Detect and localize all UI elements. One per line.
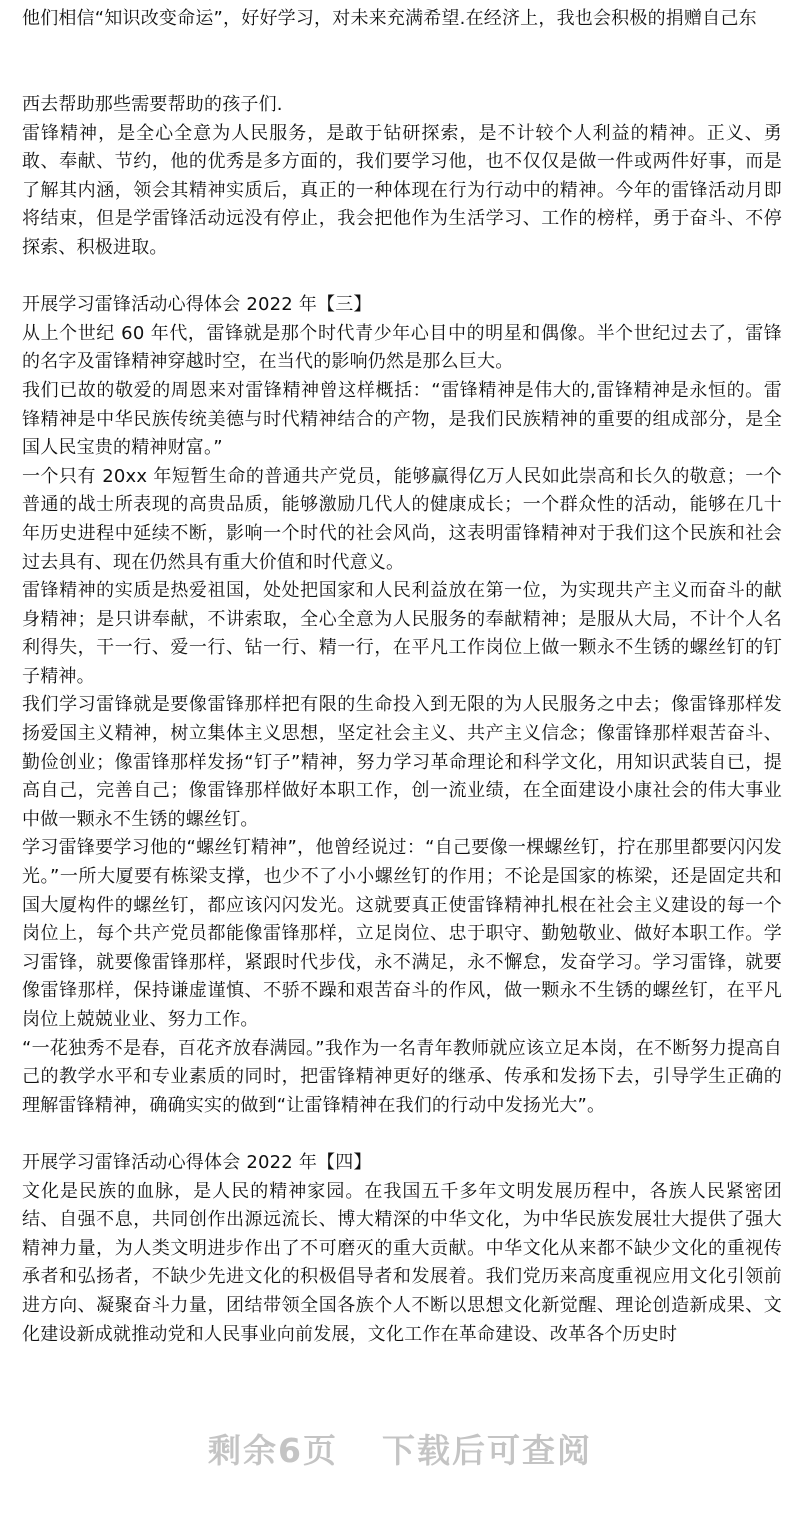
remaining-pages-label[interactable]: 剩余6页 bbox=[208, 1431, 338, 1470]
section-three-paragraph-1: 从上个世纪 60 年代，雷锋就是那个时代青少年心目中的明星和偶像。半个世纪过去了，雷锋的名字及雷锋精神穿越时空，在当代的影响仍然是那么巨大。 bbox=[22, 322, 782, 373]
continuation-line: 西去帮助那些需要帮助的孩子们. bbox=[22, 94, 283, 115]
section-three-paragraph-6: 学习雷锋要学习他的“螺丝钉精神”，他曾经说过：“自己要像一棵螺丝钉，拧在那里都要闪闪发光。”一所大厦要有栋梁支撑，也少不了小小螺丝钉的作用；不论是国家的栋梁，还是固定共和国大厦构件的螺丝钉，都应该闪闪发光。这就要真正使雷锋精神扎根在社会主义建设的每一个岗位上，每个共产党员都能像雷锋那样，立足岗位、忠于职守、勤勉敬业、做好本职工作。学习雷锋，就要像雷锋那样，紧跟时代步伐，永不满足，永不懈怠，发奋学习。学习雷锋，就要像雷锋那样，保持谦虚谨慎、不骄不躁和艰苦奋斗的作风，做一颗永不生锈的螺丝钉，在平凡岗位上兢兢业业、努力工作。 bbox=[22, 837, 782, 1030]
intro-paragraph: 雷锋精神，是全心全意为人民服务，是敢于钻研探索，是不计较个人利益的精神。正义、勇敢、奉献、节约，他的优秀是多方面的，我们要学习他，也不仅仅是做一件或两件好事，而是了解其内涵，领会其精神实质后，真正的一种体现在行为行动中的精神。今年的雷锋活动月即将结束，但是学雷锋活动远没有停止，我会把他作为生活学习、工作的榜样，勇于奋斗、不停探索、积极进取。 bbox=[22, 122, 782, 258]
section-three-paragraph-4: 雷锋精神的实质是热爱祖国，处处把国家和人民利益放在第一位，为实现共产主义而奋斗的献身精神；是只讲奉献，不讲索取，全心全意为人民服务的奉献精神；是服从大局，不计个人名利得失，干一行、爱一行、钻一行、精一行，在平凡工作岗位上做一颗永不生锈的螺丝钉的钉子精神。 bbox=[22, 580, 782, 687]
section-three-paragraph-7: “一花独秀不是春，百花齐放春满园。”我作为一名青年教师就应该立足本岗，在不断努力提高自己的教学水平和专业素质的同时，把雷锋精神更好的继承、传承和发扬下去，引导学生正确的理解雷锋精神，确确实实的做到“让雷锋精神在我们的行动中发扬光大”。 bbox=[22, 1037, 782, 1116]
download-banner[interactable] bbox=[0, 1425, 800, 1479]
section-three-paragraph-3: 一个只有 20xx 年短暂生命的普通共产党员，能够赢得亿万人民如此崇高和长久的敬意；一个普通的战士所表现的高贵品质，能够激励几代人的健康成长；一个群众性的活动，能够在几十年历史进程中延续不断，影响一个时代的社会风尚，这表明雷锋精神对于我们这个民族和社会过去具有、现在仍然具有重大价值和时代意义。 bbox=[22, 465, 782, 573]
section-three-paragraph-5: 我们学习雷锋就是要像雷锋那样把有限的生命投入到无限的为人民服务之中去；像雷锋那样发扬爱国主义精神，树立集体主义思想，坚定社会主义、共产主义信念；像雷锋那样艰苦奋斗、勤俭创业；像雷锋那样发扬“钉子”精神，努力学习革命理论和科学文化，用知识武装自已，提高自己，完善自己；像雷锋那样做好本职工作，创一流业绩，在全面建设小康社会的伟大事业中做一颗永不生锈的螺丝钉。 bbox=[22, 694, 782, 830]
section-three-heading: 开展学习雷锋活动心得体会 2022 年【三】 bbox=[22, 294, 372, 316]
section-gap bbox=[22, 263, 782, 292]
partial-top-line: 他们相信“知识改变命运”，好好学习，对未来充满希望.在经济上，我也会积极的捐赠自己东 bbox=[22, 8, 757, 29]
section-four-heading: 开展学习雷锋活动心得体会 2022 年【四】 bbox=[22, 1151, 372, 1173]
partial-top-block bbox=[22, 5, 782, 34]
section-four-paragraph-1: 文化是民族的血脉，是人民的精神家园。在我国五千多年文明发展历程中，各族人民紧密团结、自强不息，共同创作出源远流长、博大精深的中华文化，为中华民族发展壮大提供了强大精神力量，为人类文明进步作出了不可磨灭的重大贡献。中华文化从来都不缺少文化的重视传承者和弘扬者，不缺少先进文化的积极倡导者和发展着。我们党历来高度重视应用文化引领前进方向、凝聚奋斗力量，团结带领全国各族个人不断以思想文化新觉醒、理论创造新成果、文化建设新成就推动党和人民事业向前发展，文化工作在革命建设、改革各个历史时 bbox=[22, 1180, 782, 1345]
section-gap bbox=[22, 1120, 782, 1149]
section-three-paragraph-2: 我们已故的敬爱的周恩来对雷锋精神曾这样概括：“雷锋精神是伟大的,雷锋精神是永恒的。雷锋精神是中华民族传统美德与时代精神结合的产物，是我们民族精神的重要的组成部分，是全国人民宝贵的精神财富。” bbox=[22, 379, 782, 459]
main-text-block bbox=[22, 91, 782, 1349]
download-to-view-label[interactable]: 下载后可查阅 bbox=[381, 1431, 592, 1470]
